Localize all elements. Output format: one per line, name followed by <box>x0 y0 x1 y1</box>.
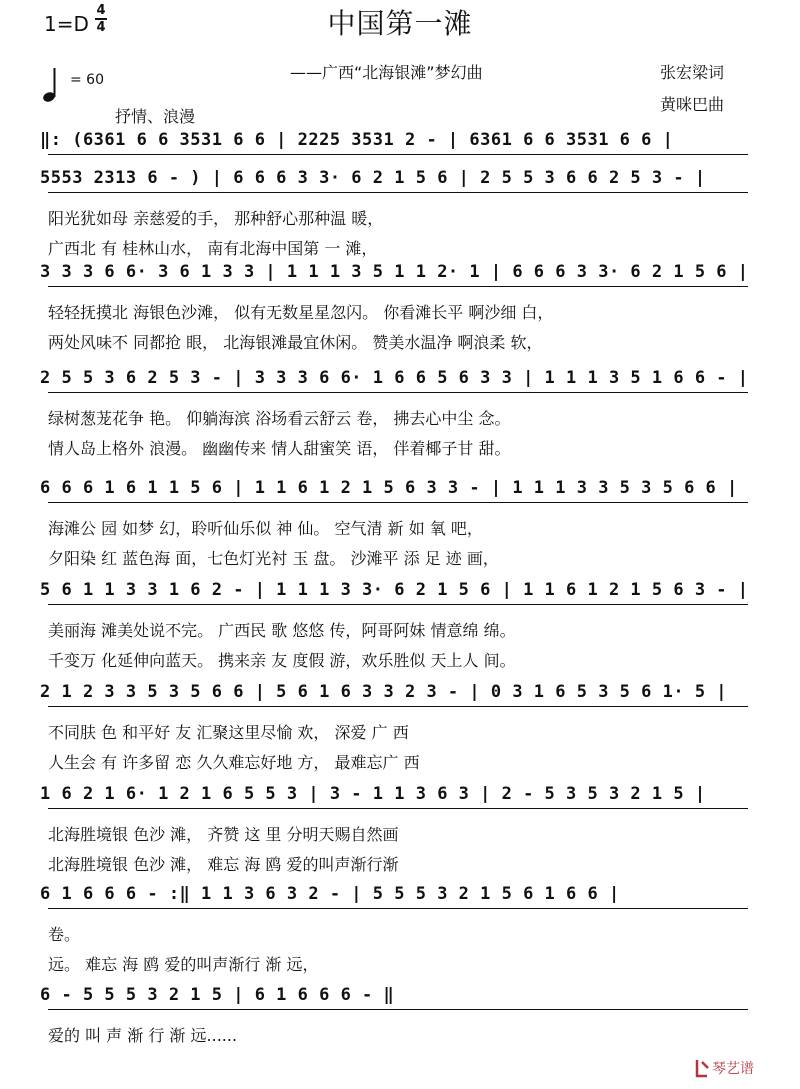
lyric-line: 远。 难忘 海 鸥 爱的叫声渐行 渐 远， <box>48 955 319 974</box>
lyric-line: 广西北 有 桂林山水， 南有北海中国第 一 滩， <box>48 239 378 258</box>
notation-line: 6 - 5 5 5 3 2 1 5 | 6 1 6 6 6 - ‖ <box>40 985 395 1005</box>
lyric-line: 轻轻抚摸北 海银色沙滩， 似有无数星星忽闪。 你看滩长平 啊沙细 白， <box>48 303 554 322</box>
song-title: 中国第一滩 <box>327 7 473 40</box>
time-signature <box>95 4 107 34</box>
lyric-line: 北海胜境银 色沙 滩， 难忘 海 鸥 爱的叫声渐行渐 <box>48 855 399 874</box>
subtitle: ——广西“北海银滩”梦幻曲 <box>290 63 483 82</box>
lyric-line: 夕阳染 红 蓝色海 面，七色灯光衬 玉 盘。 沙滩平 添 足 迹 画， <box>48 549 499 568</box>
notation-line: 2 1 2 3 3 5 3 5 6 6 | 5 6 1 6 3 3 2 3 - | 0 3 1 6 5 3 5 6 1· 5 | <box>40 682 728 702</box>
beam-line <box>48 192 748 193</box>
lyric-line: 绿树葱茏花争 艳。 仰躺海滨 浴场看云舒云 卷， 拂去心中尘 念。 <box>48 409 511 428</box>
watermark: 琴艺谱 <box>712 1061 754 1077</box>
beam-line <box>48 808 748 809</box>
composer: 黄咪巴曲 <box>660 95 725 114</box>
time-signature-bottom: 4 <box>96 20 106 35</box>
logo-icon <box>694 1058 710 1078</box>
lyric-line: 情人岛上格外 浪漫。 幽幽传来 情人甜蜜笑 语， 伴着椰子甘 甜。 <box>48 439 511 458</box>
lyric-line: 爱的 叫 声 渐 行 渐 远...... <box>48 1026 238 1045</box>
beam-line <box>48 706 748 707</box>
quarter-note-icon <box>42 66 64 104</box>
lyric-line: 卷。 <box>48 925 81 944</box>
key-signature: 1=D <box>44 12 89 36</box>
notation-line: 1 6 2 1 6· 1 2 1 6 5 5 3 | 3 - 1 1 3 6 3 | 2 - 5 3 5 3 2 1 5 | <box>40 784 706 804</box>
lyric-line: 阳光犹如母 亲慈爱的手， 那种舒心那种温 暖， <box>48 209 384 228</box>
notation-line: 2 5 5 3 6 2 5 3 - | 3 3 3 6 6· 1 6 6 5 6 3 3 | 1 1 1 3 5 1 6 6 - | <box>40 368 749 388</box>
lyric-line: 人生会 有 许多留 恋 久久难忘好地 方， 最难忘广 西 <box>48 753 420 772</box>
notation-line: 5 6 1 1 3 3 1 6 2 - | 1 1 1 3 3· 6 2 1 5 6 | 1 1 6 1 2 1 5 6 3 - | <box>40 580 749 600</box>
lyric-line: 美丽海 滩美处说不完。 广西民 歌 悠悠 传，阿哥阿妹 情意绵 绵。 <box>48 621 516 640</box>
lyric-line: 不同肤 色 和平好 友 汇聚这里尽愉 欢， 深爱 广 西 <box>48 723 409 742</box>
lyric-line: 海滩公 园 如梦 幻，聆听仙乐似 神 仙。 空气清 新 如 氧 吧， <box>48 519 483 538</box>
beam-line <box>48 286 748 287</box>
notation-line: 6 6 6 1 6 1 1 5 6 | 1 1 6 1 2 1 5 6 3 3 - | 1 1 1 3 3 5 3 5 6 6 | <box>40 478 738 498</box>
beam-line <box>48 604 748 605</box>
beam-line <box>48 392 748 393</box>
lyricist: 张宏梁词 <box>660 63 725 82</box>
notation-line: ‖: (6361 6 6 3531 6 6 | 2225 3531 2 - | 6361 6 6 3531 6 6 | <box>40 130 674 150</box>
notation-line: 3 3 3 6 6· 3 6 1 3 3 | 1 1 1 3 5 1 1 2· 1 | 6 6 6 3 3· 6 2 1 5 6 | <box>40 262 749 282</box>
beam-line <box>48 908 748 909</box>
notation-line: 6 1 6 6 6 - :‖ 1 1 3 6 3 2 - | 5 5 5 3 2 1 5 6 1 6 6 | <box>40 884 620 904</box>
lyric-line: 千变万 化延伸向蓝天。 携来亲 友 度假 游，欢乐胜似 天上人 间。 <box>48 651 516 670</box>
beam-line <box>48 502 748 503</box>
beam-line <box>48 1009 748 1010</box>
notation-line: 5553 2313 6 - ) | 6 6 6 3 3· 6 2 1 5 6 | 2 5 5 3 6 6 2 5 3 - | <box>40 168 706 188</box>
lyric-line: 北海胜境银 色沙 滩， 齐赞 这 里 分明天赐自然画 <box>48 825 399 844</box>
expression-marking: 抒情、浪漫 <box>115 107 196 126</box>
beam-line <box>48 154 748 155</box>
lyric-line: 两处风味不 同都抢 眼， 北海银滩最宜休闲。 赞美水温净 啊浪柔 软， <box>48 333 543 352</box>
tempo-marking: = 60 <box>70 72 104 88</box>
time-signature-top: 4 <box>96 3 106 18</box>
